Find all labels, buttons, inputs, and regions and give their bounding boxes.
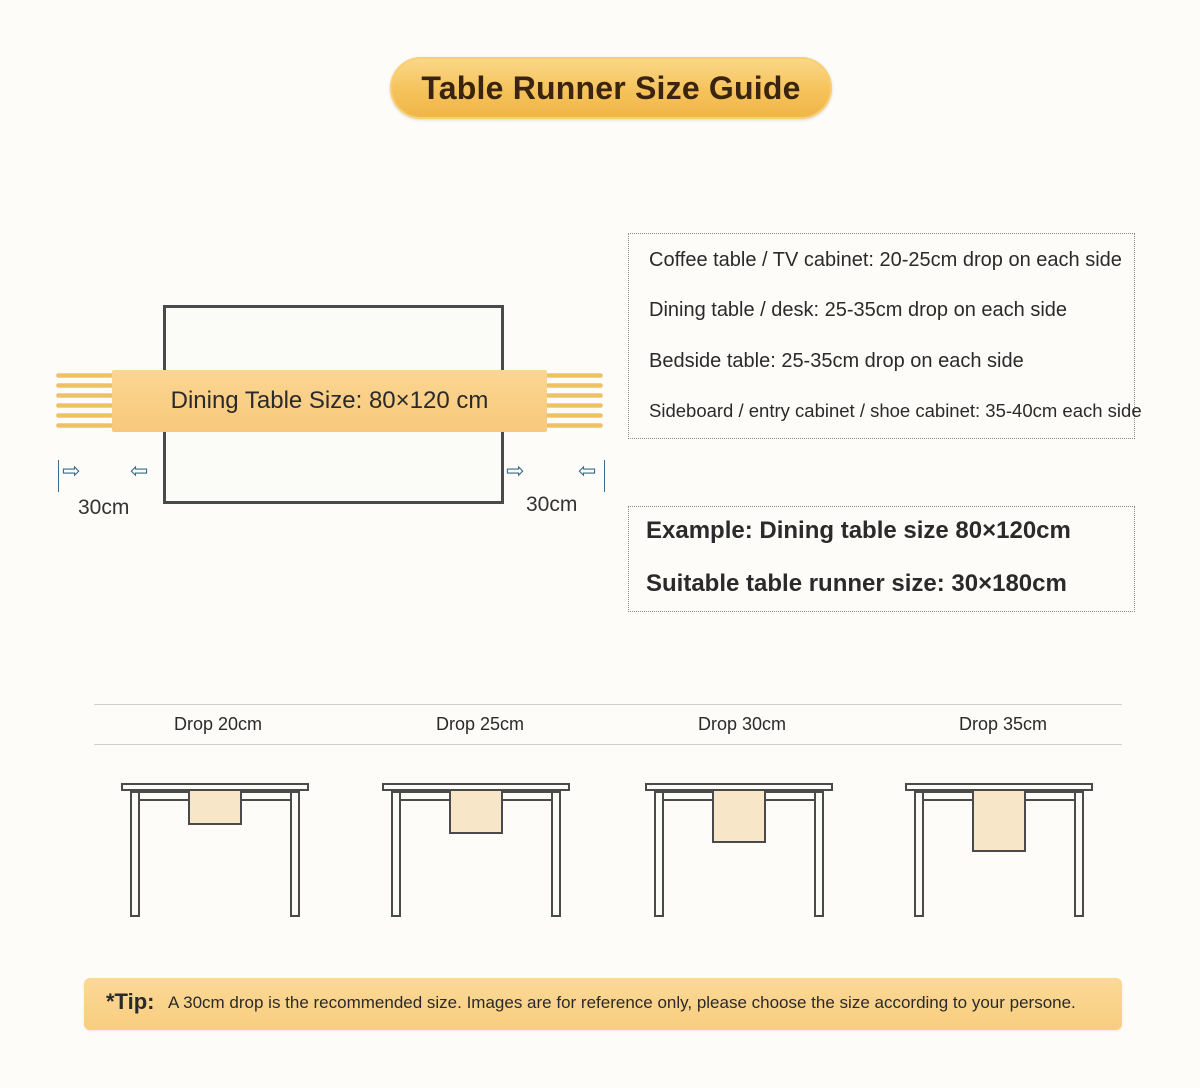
example-runner-size: Suitable table runner size: 30×180cm xyxy=(646,570,1067,597)
example-box xyxy=(628,506,1135,612)
mini-runner-25 xyxy=(449,789,503,834)
left-drop-marker xyxy=(58,460,59,492)
tip-banner xyxy=(84,978,1122,1030)
page-title: Table Runner Size Guide xyxy=(421,69,801,106)
divider-top xyxy=(94,704,1122,705)
mini-runner-30 xyxy=(712,789,766,843)
mini-table-leg xyxy=(654,791,664,917)
divider-bottom xyxy=(94,744,1122,745)
example-table-size: Example: Dining table size 80×120cm xyxy=(646,517,1071,544)
left-arrow-icon: ⇦ xyxy=(130,458,149,483)
mini-runner-20 xyxy=(188,789,242,825)
mini-table-20 xyxy=(121,783,309,919)
drop-guide-box xyxy=(628,233,1142,439)
right-arrow-icon: ⇨ xyxy=(62,458,81,483)
mini-table-leg xyxy=(551,791,561,917)
tip-label: *Tip: xyxy=(106,989,155,1014)
mini-runner-35 xyxy=(972,789,1026,852)
tip-text: A 30cm drop is the recommended size. Images are for reference only, please choose the size according to your persone. xyxy=(168,993,1076,1012)
runner-size-label: Dining Table Size: 80×120 cm xyxy=(170,387,489,414)
mini-table-leg xyxy=(391,791,401,917)
left-tassels xyxy=(57,372,112,432)
drop-label-20: Drop 20cm xyxy=(173,714,263,734)
right-drop-marker xyxy=(604,460,605,492)
mini-table-leg xyxy=(290,791,300,917)
drop-label-30: Drop 30cm xyxy=(697,714,787,734)
right-arrow-icon: ⇨ xyxy=(506,458,525,483)
guide-line-sideboard: Sideboard / entry cabinet / shoe cabinet: 35-40cm each side xyxy=(649,400,1142,421)
mini-table-leg xyxy=(914,791,924,917)
guide-line-bedside-table: Bedside table: 25-35cm drop on each side xyxy=(649,350,1024,372)
left-arrow-icon: ⇦ xyxy=(578,458,597,483)
mini-table-35 xyxy=(905,783,1093,919)
mini-table-leg xyxy=(130,791,140,917)
guide-line-coffee-table: Coffee table / TV cabinet: 20-25cm drop on each side xyxy=(649,249,1122,271)
mini-table-leg xyxy=(814,791,824,917)
guide-line-dining-table: Dining table / desk: 25-35cm drop on each side xyxy=(649,299,1068,321)
title-banner xyxy=(390,57,832,119)
table-runner-band xyxy=(112,370,547,432)
drop-label-35: Drop 35cm xyxy=(958,714,1048,734)
right-tassels xyxy=(547,372,602,432)
mini-table-25 xyxy=(382,783,570,919)
mini-table-30 xyxy=(645,783,833,919)
left-drop-label: 30cm xyxy=(78,496,130,519)
mini-table-leg xyxy=(1074,791,1084,917)
drop-label-25: Drop 25cm xyxy=(435,714,525,734)
right-drop-label: 30cm xyxy=(526,493,578,516)
